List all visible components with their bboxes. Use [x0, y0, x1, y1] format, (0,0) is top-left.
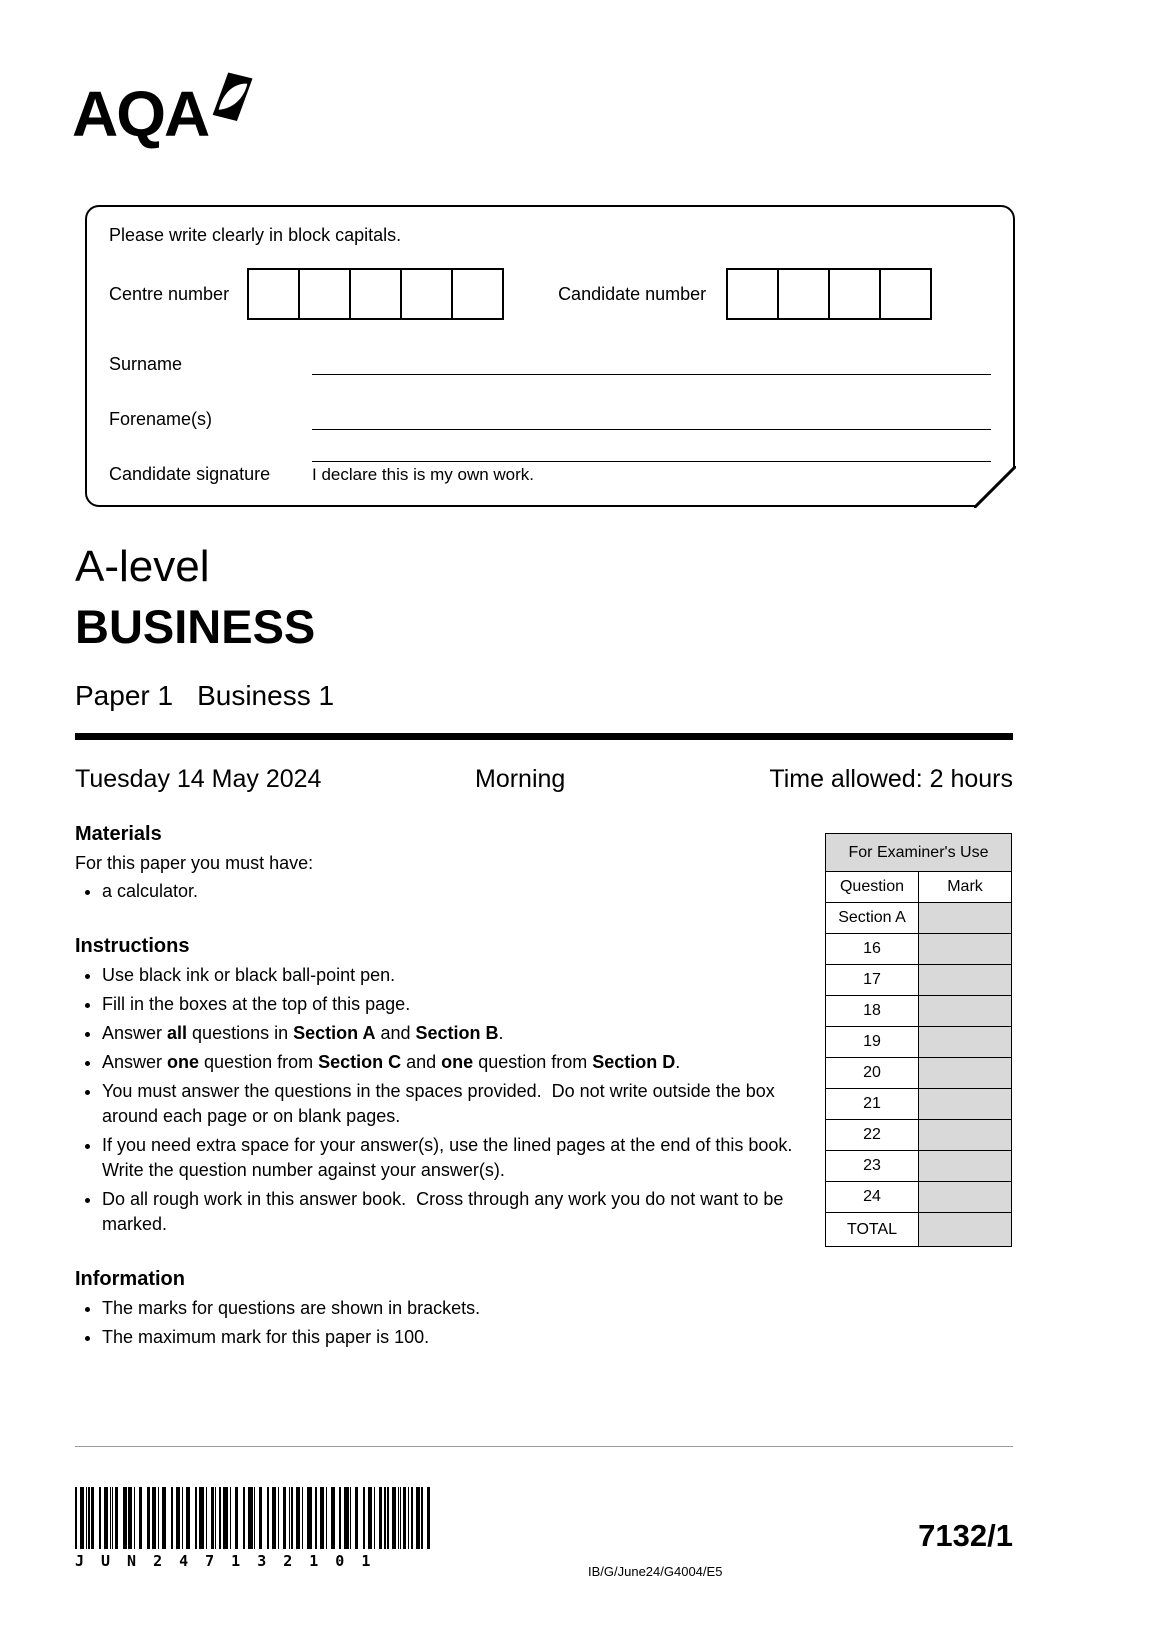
examiner-table-row	[826, 1058, 1012, 1089]
bullet-item: • The maximum mark for this paper is 100.	[102, 1325, 817, 1350]
forenames-field[interactable]	[312, 406, 991, 430]
examiner-use-table	[825, 833, 1012, 1247]
bullet-item: • If you need extra space for your answer(s), use the lined pages at the end of this book. Write the question number against your answer(s).	[102, 1133, 817, 1183]
exam-session: Morning	[475, 765, 566, 793]
materials-list	[75, 879, 817, 904]
surname-row	[109, 351, 991, 375]
doc-reference: IB/G/June24/G4004/E5	[588, 1564, 723, 1579]
paper-line	[75, 680, 334, 712]
forenames-row	[109, 406, 991, 430]
barcode	[75, 1487, 435, 1570]
mark-cell	[919, 934, 1012, 965]
paper-name: Business 1	[197, 680, 335, 711]
examiner-table-row	[826, 1120, 1012, 1151]
examiner-table-total-row	[826, 1213, 1012, 1247]
mark-cell	[919, 1027, 1012, 1058]
question-number-cell: 19	[826, 1027, 919, 1058]
number-boxes-row	[109, 268, 991, 320]
examiner-table-row	[826, 1027, 1012, 1058]
signature-field[interactable]	[312, 461, 991, 462]
candidate-number-label: Candidate number	[558, 283, 707, 304]
examiner-table-header-row	[826, 872, 1012, 903]
front-page-text-column	[75, 822, 817, 1354]
candidate-details-box	[85, 205, 1015, 507]
examiner-table-title-row	[826, 834, 1012, 872]
information-heading: Information	[75, 1268, 185, 1290]
bullet-item: • Answer one question from Section C and one question from Section D.	[102, 1050, 817, 1075]
time-allowed: Time allowed: 2 hours	[769, 765, 1013, 793]
centre-number-cells	[247, 268, 504, 320]
footer-divider	[75, 1446, 1013, 1447]
information-list	[75, 1296, 817, 1350]
question-number-cell: 21	[826, 1089, 919, 1120]
divider-rule	[75, 733, 1013, 740]
surname-label: Surname	[109, 354, 183, 374]
instructions-heading: Instructions	[75, 935, 190, 957]
examiner-table-row	[826, 1089, 1012, 1120]
examiner-table-row	[826, 1182, 1012, 1213]
number-entry-cell[interactable]	[400, 268, 453, 320]
examiner-table-row	[826, 903, 1012, 934]
bullet-item: • Use black ink or black ball-point pen.	[102, 963, 817, 988]
bullet-item: • a calculator.	[102, 879, 817, 904]
qualification-title: A-level	[75, 542, 210, 591]
question-column-header: Question	[826, 872, 919, 903]
question-number-cell: 16	[826, 934, 919, 965]
mark-cell	[919, 996, 1012, 1027]
number-entry-cell[interactable]	[879, 268, 932, 320]
question-number-cell: 22	[826, 1120, 919, 1151]
question-number-cell: 18	[826, 996, 919, 1027]
number-entry-cell[interactable]	[298, 268, 351, 320]
examiner-table-row	[826, 996, 1012, 1027]
number-entry-cell[interactable]	[828, 268, 881, 320]
number-entry-cell[interactable]	[247, 268, 300, 320]
mark-cell	[919, 1120, 1012, 1151]
bullet-item: • Answer all questions in Section A and Section B.	[102, 1021, 817, 1046]
forenames-label: Forename(s)	[109, 409, 213, 429]
signature-row	[109, 461, 991, 485]
aqa-logo-text: AQA	[72, 78, 209, 150]
exam-date: Tuesday 14 May 2024	[75, 765, 322, 793]
bullet-item: • The marks for questions are shown in brackets.	[102, 1296, 817, 1321]
question-number-cell: 20	[826, 1058, 919, 1089]
number-entry-cell[interactable]	[726, 268, 779, 320]
mark-column-header: Mark	[919, 872, 1012, 903]
examiner-table-row	[826, 965, 1012, 996]
session-row	[75, 765, 1013, 799]
barcode-bars	[75, 1487, 435, 1549]
mark-cell	[919, 903, 1012, 934]
mark-cell	[919, 1182, 1012, 1213]
instructions-list	[75, 963, 817, 1237]
examiner-table-row	[826, 1151, 1012, 1182]
materials-heading: Materials	[75, 823, 162, 845]
mark-cell	[919, 1089, 1012, 1120]
paper-number: Paper 1	[75, 680, 174, 711]
surname-field[interactable]	[312, 351, 991, 375]
number-entry-cell[interactable]	[349, 268, 402, 320]
total-mark-cell	[919, 1213, 1012, 1247]
centre-number-label: Centre number	[109, 283, 230, 304]
question-number-cell: Section A	[826, 903, 919, 934]
question-number-cell: 17	[826, 965, 919, 996]
examiner-table-row	[826, 934, 1012, 965]
bullet-item: • Do all rough work in this answer book. Cross through any work you do not want to be marked.	[102, 1187, 817, 1237]
examiner-table-title: For Examiner's Use	[826, 834, 1012, 872]
block-capitals-note: Please write clearly in block capitals.	[109, 225, 402, 245]
aqa-logo	[72, 78, 256, 150]
bullet-item: • Fill in the boxes at the top of this page.	[102, 992, 817, 1017]
paper-code: 7132/1	[918, 1518, 1013, 1553]
mark-cell	[919, 1058, 1012, 1089]
aqa-leaf-icon	[204, 68, 256, 122]
subject-title: BUSINESS	[75, 600, 316, 653]
mark-cell	[919, 1151, 1012, 1182]
candidate-number-cells	[726, 268, 932, 320]
bullet-item: • You must answer the questions in the spaces provided. Do not write outside the box around each page or on blank pages.	[102, 1079, 817, 1129]
title-block	[75, 542, 335, 712]
number-entry-cell[interactable]	[451, 268, 504, 320]
signature-label: Candidate signature	[109, 464, 271, 484]
examiner-table-body	[826, 903, 1012, 1213]
corner-cut-decoration	[974, 466, 1016, 508]
number-entry-cell[interactable]	[777, 268, 830, 320]
mark-cell	[919, 965, 1012, 996]
question-number-cell: 24	[826, 1182, 919, 1213]
declaration-note: I declare this is my own work.	[312, 465, 535, 484]
barcode-text: JUN247132101	[75, 1552, 388, 1570]
question-number-cell: 23	[826, 1151, 919, 1182]
total-label: TOTAL	[826, 1213, 919, 1247]
materials-intro: For this paper you must have:	[75, 853, 314, 873]
